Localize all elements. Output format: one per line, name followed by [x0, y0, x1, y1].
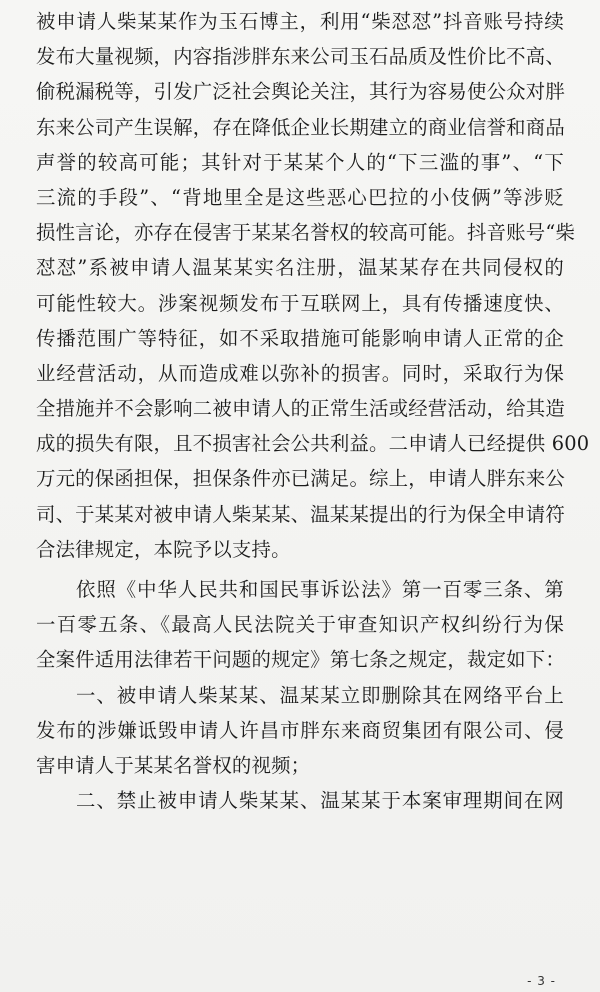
text-line: 司、于某某对被申请人柴某某、温某某提出的行为保全申请符 [36, 502, 565, 526]
text-line: 损性言论，亦存在侵害于某某名誉权的较高可能。抖音账号“柴 [36, 221, 576, 245]
text-line: 被申请人柴某某作为玉石博主，利用“柴怼怼”抖音账号持续 [36, 10, 564, 33]
text-line: 全案件适用法律若干问题的规定》第七条之规定，裁定如下： [36, 648, 565, 672]
text-line: 发布的涉嫌诋毁申请人许昌市胖东来商贸集团有限公司、侵 [36, 718, 564, 742]
text-line: 全措施并不会影响二被申请人的正常生活或经营活动，给其造 [36, 397, 565, 421]
text-line: 东来公司产生误解，存在降低企业长期建立的商业信誉和商品 [36, 115, 565, 139]
text-line: 一、被申请人柴某某、温某某立即删除其在网络平台上 [76, 683, 564, 707]
text-line: 一百零五条、《最高人民法院关于审查知识产权纠纷行为保 [36, 613, 564, 637]
text-line: 发布大量视频，内容指涉胖东来公司玉石品质及性价比不高、 [36, 45, 565, 69]
text-line: 三流的手段”、“背地里全是这些恶心巴拉的小伎俩”等涉贬 [36, 185, 564, 209]
text-line: 二、禁止被申请人柴某某、温某某于本案审理期间在网 [76, 789, 564, 813]
text-line: 偷税漏税等，引发广泛社会舆论关注，其行为容易使公众对胖 [36, 80, 565, 104]
text-line: 万元的保函担保，担保条件亦已满足。综上，申请人胖东来公 [36, 467, 565, 491]
text-line: 传播范围广等特征，如不采取措施可能影响申请人正常的企 [36, 326, 564, 350]
text-line: 害申请人于某某名誉权的视频； [36, 753, 311, 777]
text-line: 怼怼”系被申请人温某某实名注册，温某某存在共同侵权的 [36, 256, 564, 280]
text-line: 可能性较大。涉案视频发布于互联网上，具有传播速度快、 [36, 291, 564, 315]
text-line: 合法律规定，本院予以支持。 [36, 537, 291, 561]
text-line: 声誉的较高可能；其针对于某某个人的“下三滥的事”、“下 [36, 150, 564, 174]
text-line: 业经营活动，从而造成难以弥补的损害。同时，采取行为保 [36, 361, 564, 385]
document-body [36, 4, 590, 818]
text-line: 依照《中华人民共和国民事诉讼法》第一百零三条、第 [76, 578, 564, 601]
text-line: 成的损失有限，且不损害社会公共利益。二申请人已经提供 600 [36, 432, 590, 456]
page-number: - 3 - [527, 974, 556, 988]
